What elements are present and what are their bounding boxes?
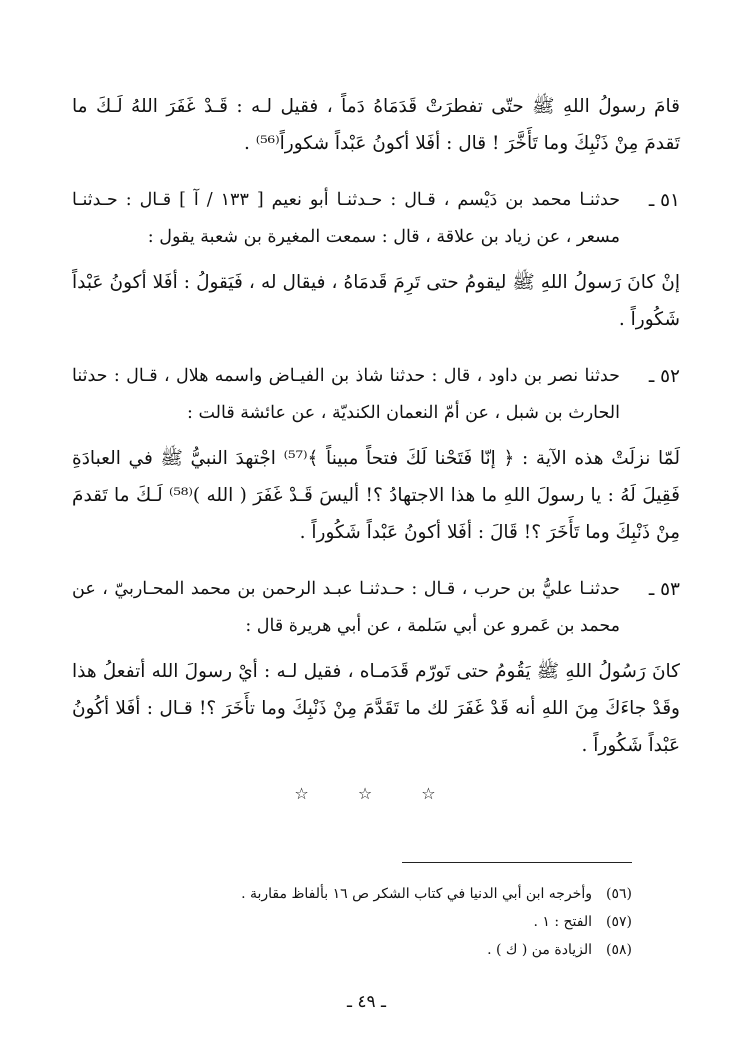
section-separator-stars: ☆ ☆ ☆ <box>294 784 458 803</box>
hadith-number: ٥٢ ـ <box>648 366 680 387</box>
footnote-number: (٥٨) <box>606 942 632 958</box>
footnote-item <box>72 880 632 908</box>
footnote-text: الفتح : ١ . <box>533 914 592 930</box>
footnote-item <box>72 936 632 964</box>
hadith-number: ٥١ ـ <box>648 190 680 211</box>
hadith-head <box>72 182 680 256</box>
hadith-51 <box>72 182 680 338</box>
intro-paragraph: قامَ رسولُ اللهِ ﷺ حتّى تفطرَتْ قَدَمَاهُ دَماً ، فقيل لـه : قَـدْ غَفَرَ اللهُ لَـكَ ما تَقدمَ مِنْ ذَنْبِكَ وما تَأَخَّرَ ! قال : أفَلا أكونُ عَبْداً شكوراً⁽⁵⁶⁾ . <box>72 96 680 154</box>
hadith-53 <box>72 571 680 764</box>
footnote-number: (٥٧) <box>606 914 632 930</box>
hadith-isnad: حدثنا نصر بن داود ، قال : حدثنا شاذ بن الفيـاض واسمه هلال ، قـال : حدثنا الحارث بن شبل ، عن أمّ النعمان الكنديّة ، عن عائشة قالت : <box>72 366 620 423</box>
footnote-number: (٥٦) <box>606 886 632 902</box>
hadith-number: ٥٣ ـ <box>648 579 680 600</box>
footnote-item <box>72 908 632 936</box>
page-number: ـ ٤٩ ـ <box>346 992 387 1012</box>
hadith-52 <box>72 358 680 551</box>
footnote-list <box>72 880 632 964</box>
hadith-matn: إنْ كانَ رَسولُ اللهِ ﷺ ليقومُ حتى تَرِمَ قَدمَاهُ ، فيقال له ، فَيَقولُ : أفَلا أكونُ عَبْداً شَكُوراً . <box>72 272 680 330</box>
hadith-head <box>72 358 680 432</box>
footnote-text: وأخرجه ابن أبي الدنيا في كتاب الشكر ص ١٦ بألفاظ مقاربة . <box>241 886 592 902</box>
hadith-matn: لَمّا نزلَتْ هذه الآية : ﴿ إنّا فَتَحْنا لَكَ فتحاً مبيناً ﴾⁽⁵⁷⁾ اجْتهدَ النبيُّ ﷺ في العبادَةِ فَقِيلَ لَهُ : يا رسولَ اللهِ ما هذا الاجتهادُ ؟! أليسَ قَـدْ غَفَرَ ( الله )⁽⁵⁸⁾ لَـكَ ما تَقدمَ مِنْ ذَنْبِكَ وما تَأَخَرَ ؟! قَالَ : أفَلا أكونُ عَبْداً شَكُوراً . <box>72 448 680 543</box>
footnote-divider <box>402 862 632 863</box>
hadith-head <box>72 571 680 645</box>
hadith-isnad: حدثنـا عليُّ بن حرب ، قـال : حـدثنـا عبـد الرحمن بن محمد المحـاربيّ ، عن محمد بن عَمرو عن أبي سَلمة ، عن أبي هريرة قال : <box>72 579 620 636</box>
hadith-matn: كانَ رَسُولُ اللهِ ﷺ يَقُومُ حتى تَورّم قَدَمـاه ، فقيل لـه : أيْ رسولَ الله أتفعلُ هذا وقَدْ جاءَكَ مِنَ اللهِ أنه قَدْ غَفَرَ لك ما تَقَدَّمَ مِنْ ذَنْبِكَ وما تأَخَرَ ؟! قـال : أفَلا أكُونُ عَبْداً شَكُوراً . <box>72 661 680 756</box>
hadith-isnad: حدثنـا محمد بن دَيْسم ، قـال : حـدثنـا أبو نعيم [ ١٣٣ / آ ] قـال : حـدثنـا مسعر ، عن زياد بن علاقة ، قال : سمعت المغيرة بن شعبة يقول : <box>72 190 621 247</box>
page-body <box>72 88 680 803</box>
footnote-text: الزيادة من ( ك ) . <box>487 942 592 958</box>
